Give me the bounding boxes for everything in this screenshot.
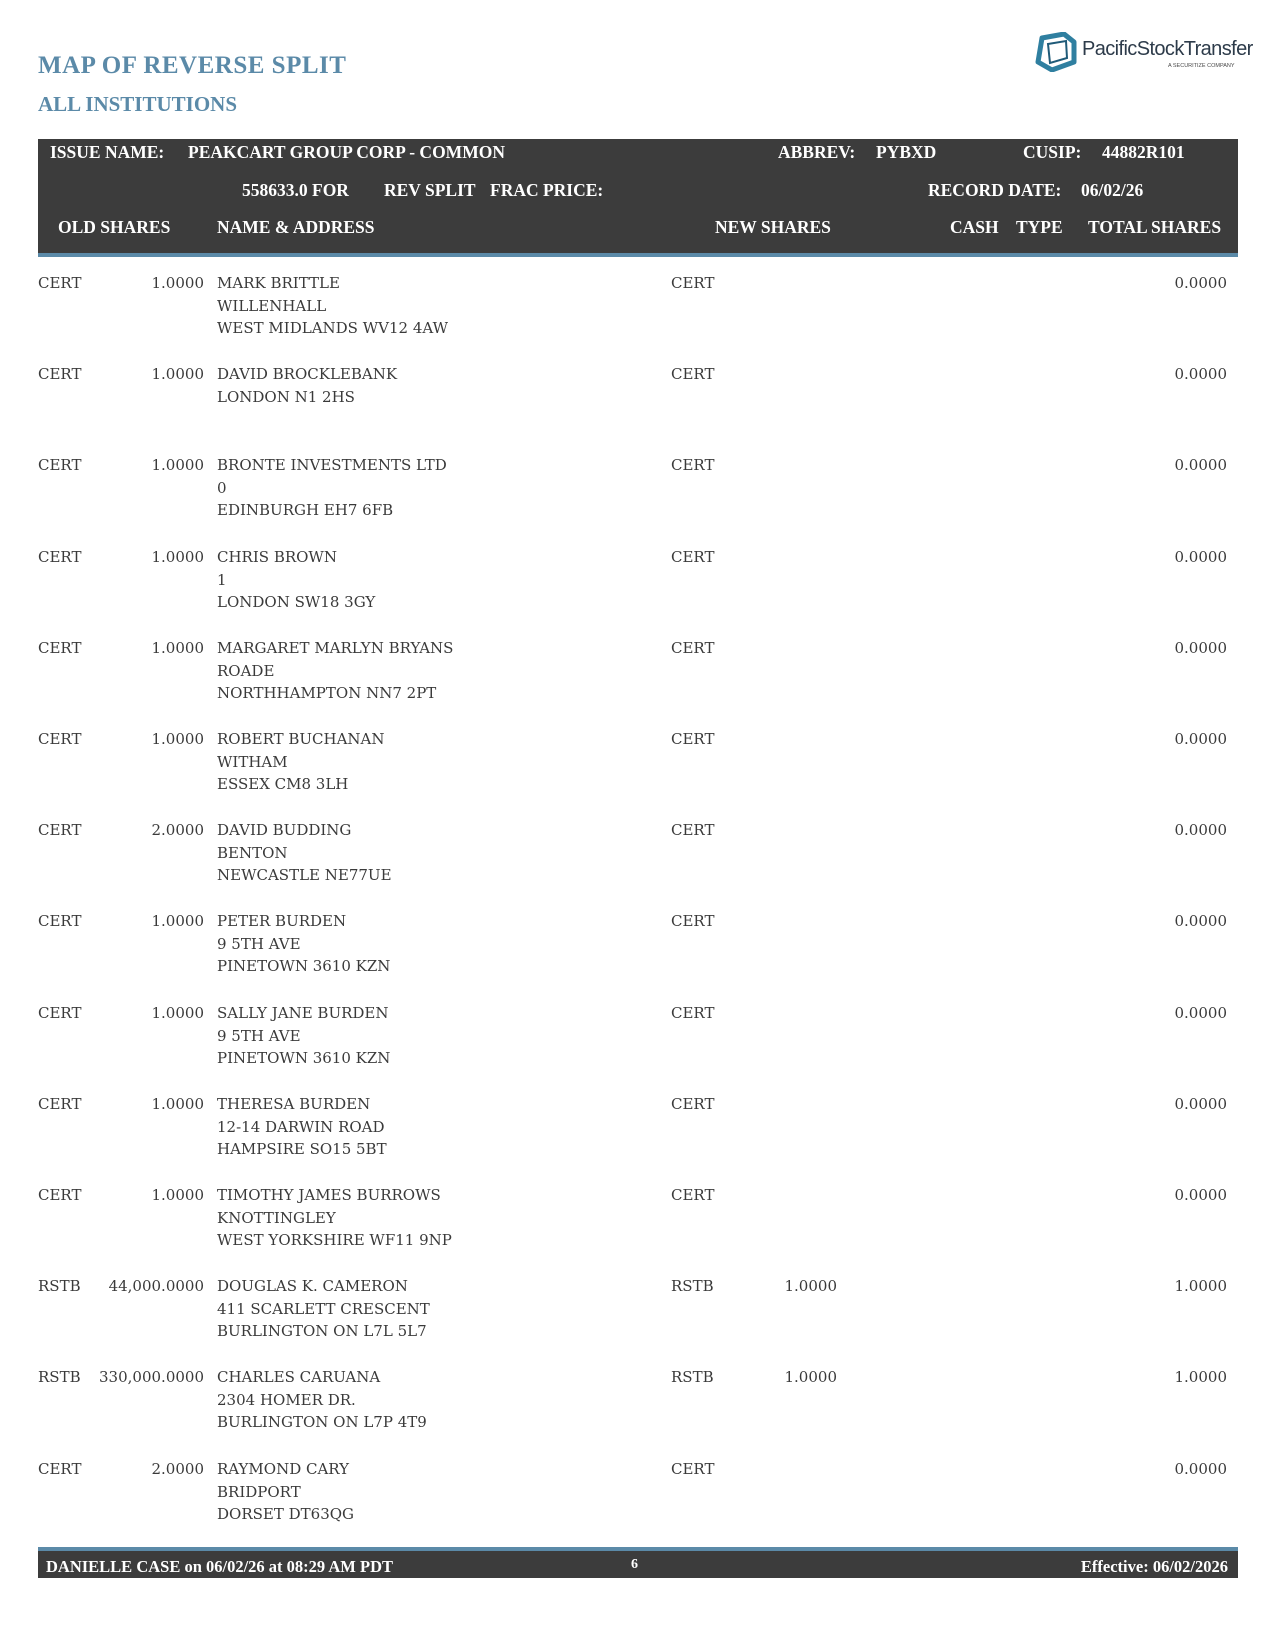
table-row (0, 819, 1275, 907)
total-shares: 0.0000 (1174, 548, 1227, 566)
address-line: ROADE (217, 661, 275, 680)
old-shares-amount: 44,000.0000 (108, 1277, 204, 1295)
address-line: 9 5TH AVE (217, 934, 301, 953)
new-shares-type: RSTB (671, 1368, 714, 1386)
table-row (0, 272, 1275, 360)
address-line: BENTON (217, 843, 288, 862)
address-line: LONDON N1 2HS (217, 387, 355, 406)
table-row (0, 637, 1275, 725)
new-shares-type: CERT (671, 730, 715, 748)
address-line: 12-14 DARWIN ROAD (217, 1117, 385, 1136)
address-line: DORSET DT63QG (217, 1505, 355, 1523)
holder-name: ROBERT BUCHANAN (217, 730, 385, 748)
address-line: LONDON SW18 3GY (217, 593, 376, 611)
address-line: KNOTTINGLEY (217, 1208, 336, 1227)
new-shares-type: CERT (671, 1095, 715, 1113)
old-shares-type: CERT (38, 548, 82, 566)
issue-name-value: PEAKCART GROUP CORP - COMMON (188, 142, 505, 162)
old-shares-type: CERT (38, 730, 82, 748)
new-shares-type: CERT (671, 821, 715, 839)
table-row (0, 1093, 1275, 1181)
old-shares-type: CERT (38, 1460, 82, 1478)
address-line: 0 (217, 478, 227, 497)
address-line (217, 408, 397, 431)
holder-name: DAVID BROCKLEBANK (217, 365, 398, 383)
record-date-label: RECORD DATE: (928, 180, 1062, 200)
old-shares-type: CERT (38, 1004, 82, 1022)
old-shares-amount: 1.0000 (151, 548, 204, 566)
holder-name-address (217, 1002, 390, 1070)
old-shares-amount: 1.0000 (151, 274, 204, 292)
table-row (0, 1366, 1275, 1454)
new-shares-type: CERT (671, 548, 715, 566)
abbrev-value: PYBXD (876, 142, 937, 162)
old-shares-amount: 1.0000 (151, 730, 204, 748)
old-shares-amount: 2.0000 (151, 821, 204, 839)
old-shares-type: RSTB (38, 1368, 81, 1386)
record-date-value: 06/02/26 (1081, 180, 1144, 200)
footer-band (38, 1547, 1238, 1578)
holder-name-address (217, 1093, 387, 1161)
table-row (0, 728, 1275, 816)
address-line: PINETOWN 3610 KZN (217, 1049, 391, 1067)
new-shares-type: CERT (671, 456, 715, 474)
frac-price-label: FRAC PRICE: (490, 180, 604, 200)
footer-page-number: 6 (631, 1557, 638, 1572)
holder-name: MARGARET MARLYN BRYANS (217, 639, 454, 657)
old-shares-type: CERT (38, 821, 82, 839)
new-shares-type: CERT (671, 912, 715, 930)
table-row (0, 454, 1275, 542)
holder-name-address (217, 728, 385, 796)
address-line: NEWCASTLE NE77UE (217, 866, 392, 884)
holder-name-address (217, 637, 453, 705)
new-shares-type: CERT (671, 274, 715, 292)
col-total-shares: TOTAL SHARES (1088, 217, 1222, 237)
address-line: WEST YORKSHIRE WF11 9NP (217, 1231, 452, 1249)
total-shares: 0.0000 (1174, 456, 1227, 474)
report-title: MAP OF REVERSE SPLIT (38, 52, 347, 79)
table-row (0, 1458, 1275, 1546)
cusip-value: 44882R101 (1102, 142, 1185, 162)
new-shares-type: CERT (671, 639, 715, 657)
old-shares-amount: 1.0000 (151, 639, 204, 657)
old-shares-type: CERT (38, 1095, 82, 1113)
holder-name-address (217, 363, 397, 431)
old-shares-type: CERT (38, 912, 82, 930)
old-shares-amount: 1.0000 (151, 365, 204, 383)
holder-name-address (217, 1458, 354, 1526)
footer-effective-date: Effective: 06/02/2026 (1080, 1557, 1228, 1576)
col-type: TYPE (1016, 217, 1063, 237)
holder-name: DOUGLAS K. CAMERON (217, 1277, 408, 1295)
issue-header-band (38, 139, 1238, 257)
footer-user-stamp: DANIELLE CASE on 06/02/26 at 08:29 AM PDT (46, 1557, 393, 1576)
address-line: 9 5TH AVE (217, 1026, 301, 1045)
logo-wordmark: PacificStockTransfer (1082, 38, 1253, 60)
table-row (0, 1002, 1275, 1090)
holder-name: PETER BURDEN (217, 912, 347, 930)
address-line: 411 SCARLETT CRESCENT (217, 1299, 430, 1318)
total-shares: 0.0000 (1174, 1460, 1227, 1478)
logo-tagline: A SECURITIZE COMPANY (1168, 63, 1235, 69)
new-shares-type: CERT (671, 1460, 715, 1478)
old-shares-amount: 2.0000 (151, 1460, 204, 1478)
holder-name-address (217, 1184, 452, 1252)
address-line: WITHAM (217, 752, 288, 771)
address-line: NORTHHAMPTON NN7 2PT (217, 684, 437, 702)
table-row (0, 910, 1275, 998)
address-line: WILLENHALL (217, 296, 327, 315)
address-line: EDINBURGH EH7 6FB (217, 501, 394, 519)
total-shares: 1.0000 (1174, 1277, 1227, 1295)
holder-name: CHARLES CARUANA (217, 1368, 381, 1386)
abbrev-label: ABBREV: (778, 142, 856, 162)
old-shares-type: RSTB (38, 1277, 81, 1295)
holder-name: RAYMOND CARY (217, 1460, 350, 1478)
total-shares: 0.0000 (1174, 365, 1227, 383)
holder-name-address (217, 272, 448, 340)
holder-name: THERESA BURDEN (217, 1095, 371, 1113)
old-shares-type: CERT (38, 1186, 82, 1204)
address-line: HAMPSIRE SO15 5BT (217, 1140, 387, 1158)
address-line: BURLINGTON ON L7L 5L7 (217, 1322, 427, 1340)
old-shares-type: CERT (38, 274, 82, 292)
address-line: PINETOWN 3610 KZN (217, 957, 391, 975)
address-line: BRIDPORT (217, 1482, 301, 1501)
holder-name: TIMOTHY JAMES BURROWS (217, 1186, 441, 1204)
table-row (0, 363, 1275, 451)
new-shares-type: CERT (671, 365, 715, 383)
old-shares-amount: 1.0000 (151, 1095, 204, 1113)
address-line: 1 (217, 570, 227, 589)
table-row (0, 546, 1275, 634)
cusip-label: CUSIP: (1023, 142, 1082, 162)
total-shares: 0.0000 (1174, 1095, 1227, 1113)
old-shares-type: CERT (38, 456, 82, 474)
total-shares: 0.0000 (1174, 639, 1227, 657)
new-shares-amount: 1.0000 (784, 1368, 837, 1386)
total-shares: 0.0000 (1174, 1186, 1227, 1204)
new-shares-type: CERT (671, 1004, 715, 1022)
issue-name-label: ISSUE NAME: (50, 142, 165, 162)
holder-name-address (217, 910, 390, 978)
report-subtitle: ALL INSTITUTIONS (38, 92, 237, 116)
total-shares: 1.0000 (1174, 1368, 1227, 1386)
new-shares-type: RSTB (671, 1277, 714, 1295)
total-shares: 0.0000 (1174, 912, 1227, 930)
holder-name: DAVID BUDDING (217, 821, 352, 839)
new-shares-type: CERT (671, 1186, 715, 1204)
address-line: ESSEX CM8 3LH (217, 775, 349, 793)
holder-name-address (217, 819, 392, 887)
holder-name-address (217, 1366, 427, 1434)
new-shares-amount: 1.0000 (784, 1277, 837, 1295)
col-cash: CASH (950, 217, 999, 237)
total-shares: 0.0000 (1174, 821, 1227, 839)
table-row (0, 1275, 1275, 1363)
old-shares-amount: 1.0000 (151, 1004, 204, 1022)
address-line: 2304 HOMER DR. (217, 1390, 356, 1409)
old-shares-amount: 1.0000 (151, 912, 204, 930)
old-shares-amount: 1.0000 (151, 1186, 204, 1204)
table-row (0, 1184, 1275, 1272)
old-shares-amount: 330,000.0000 (99, 1368, 204, 1386)
holder-name-address (217, 546, 375, 614)
total-shares: 0.0000 (1174, 1004, 1227, 1022)
col-new-shares: NEW SHARES (715, 217, 831, 237)
col-old-shares: OLD SHARES (58, 217, 171, 237)
old-shares-amount: 1.0000 (151, 456, 204, 474)
holder-name: MARK BRITTLE (217, 274, 340, 292)
split-ratio: 558633.0 FOR (242, 180, 349, 200)
address-line: WEST MIDLANDS WV12 4AW (217, 319, 449, 337)
holder-name: CHRIS BROWN (217, 548, 337, 566)
old-shares-type: CERT (38, 639, 82, 657)
total-shares: 0.0000 (1174, 730, 1227, 748)
holder-name: SALLY JANE BURDEN (217, 1004, 389, 1022)
holder-name: BRONTE INVESTMENTS LTD (217, 456, 447, 474)
address-line: BURLINGTON ON L7P 4T9 (217, 1413, 427, 1431)
total-shares: 0.0000 (1174, 274, 1227, 292)
rev-split-label: REV SPLIT (384, 180, 476, 200)
col-name-address: NAME & ADDRESS (217, 217, 375, 237)
old-shares-type: CERT (38, 365, 82, 383)
holder-name-address (217, 1275, 430, 1343)
holder-name-address (217, 454, 447, 522)
